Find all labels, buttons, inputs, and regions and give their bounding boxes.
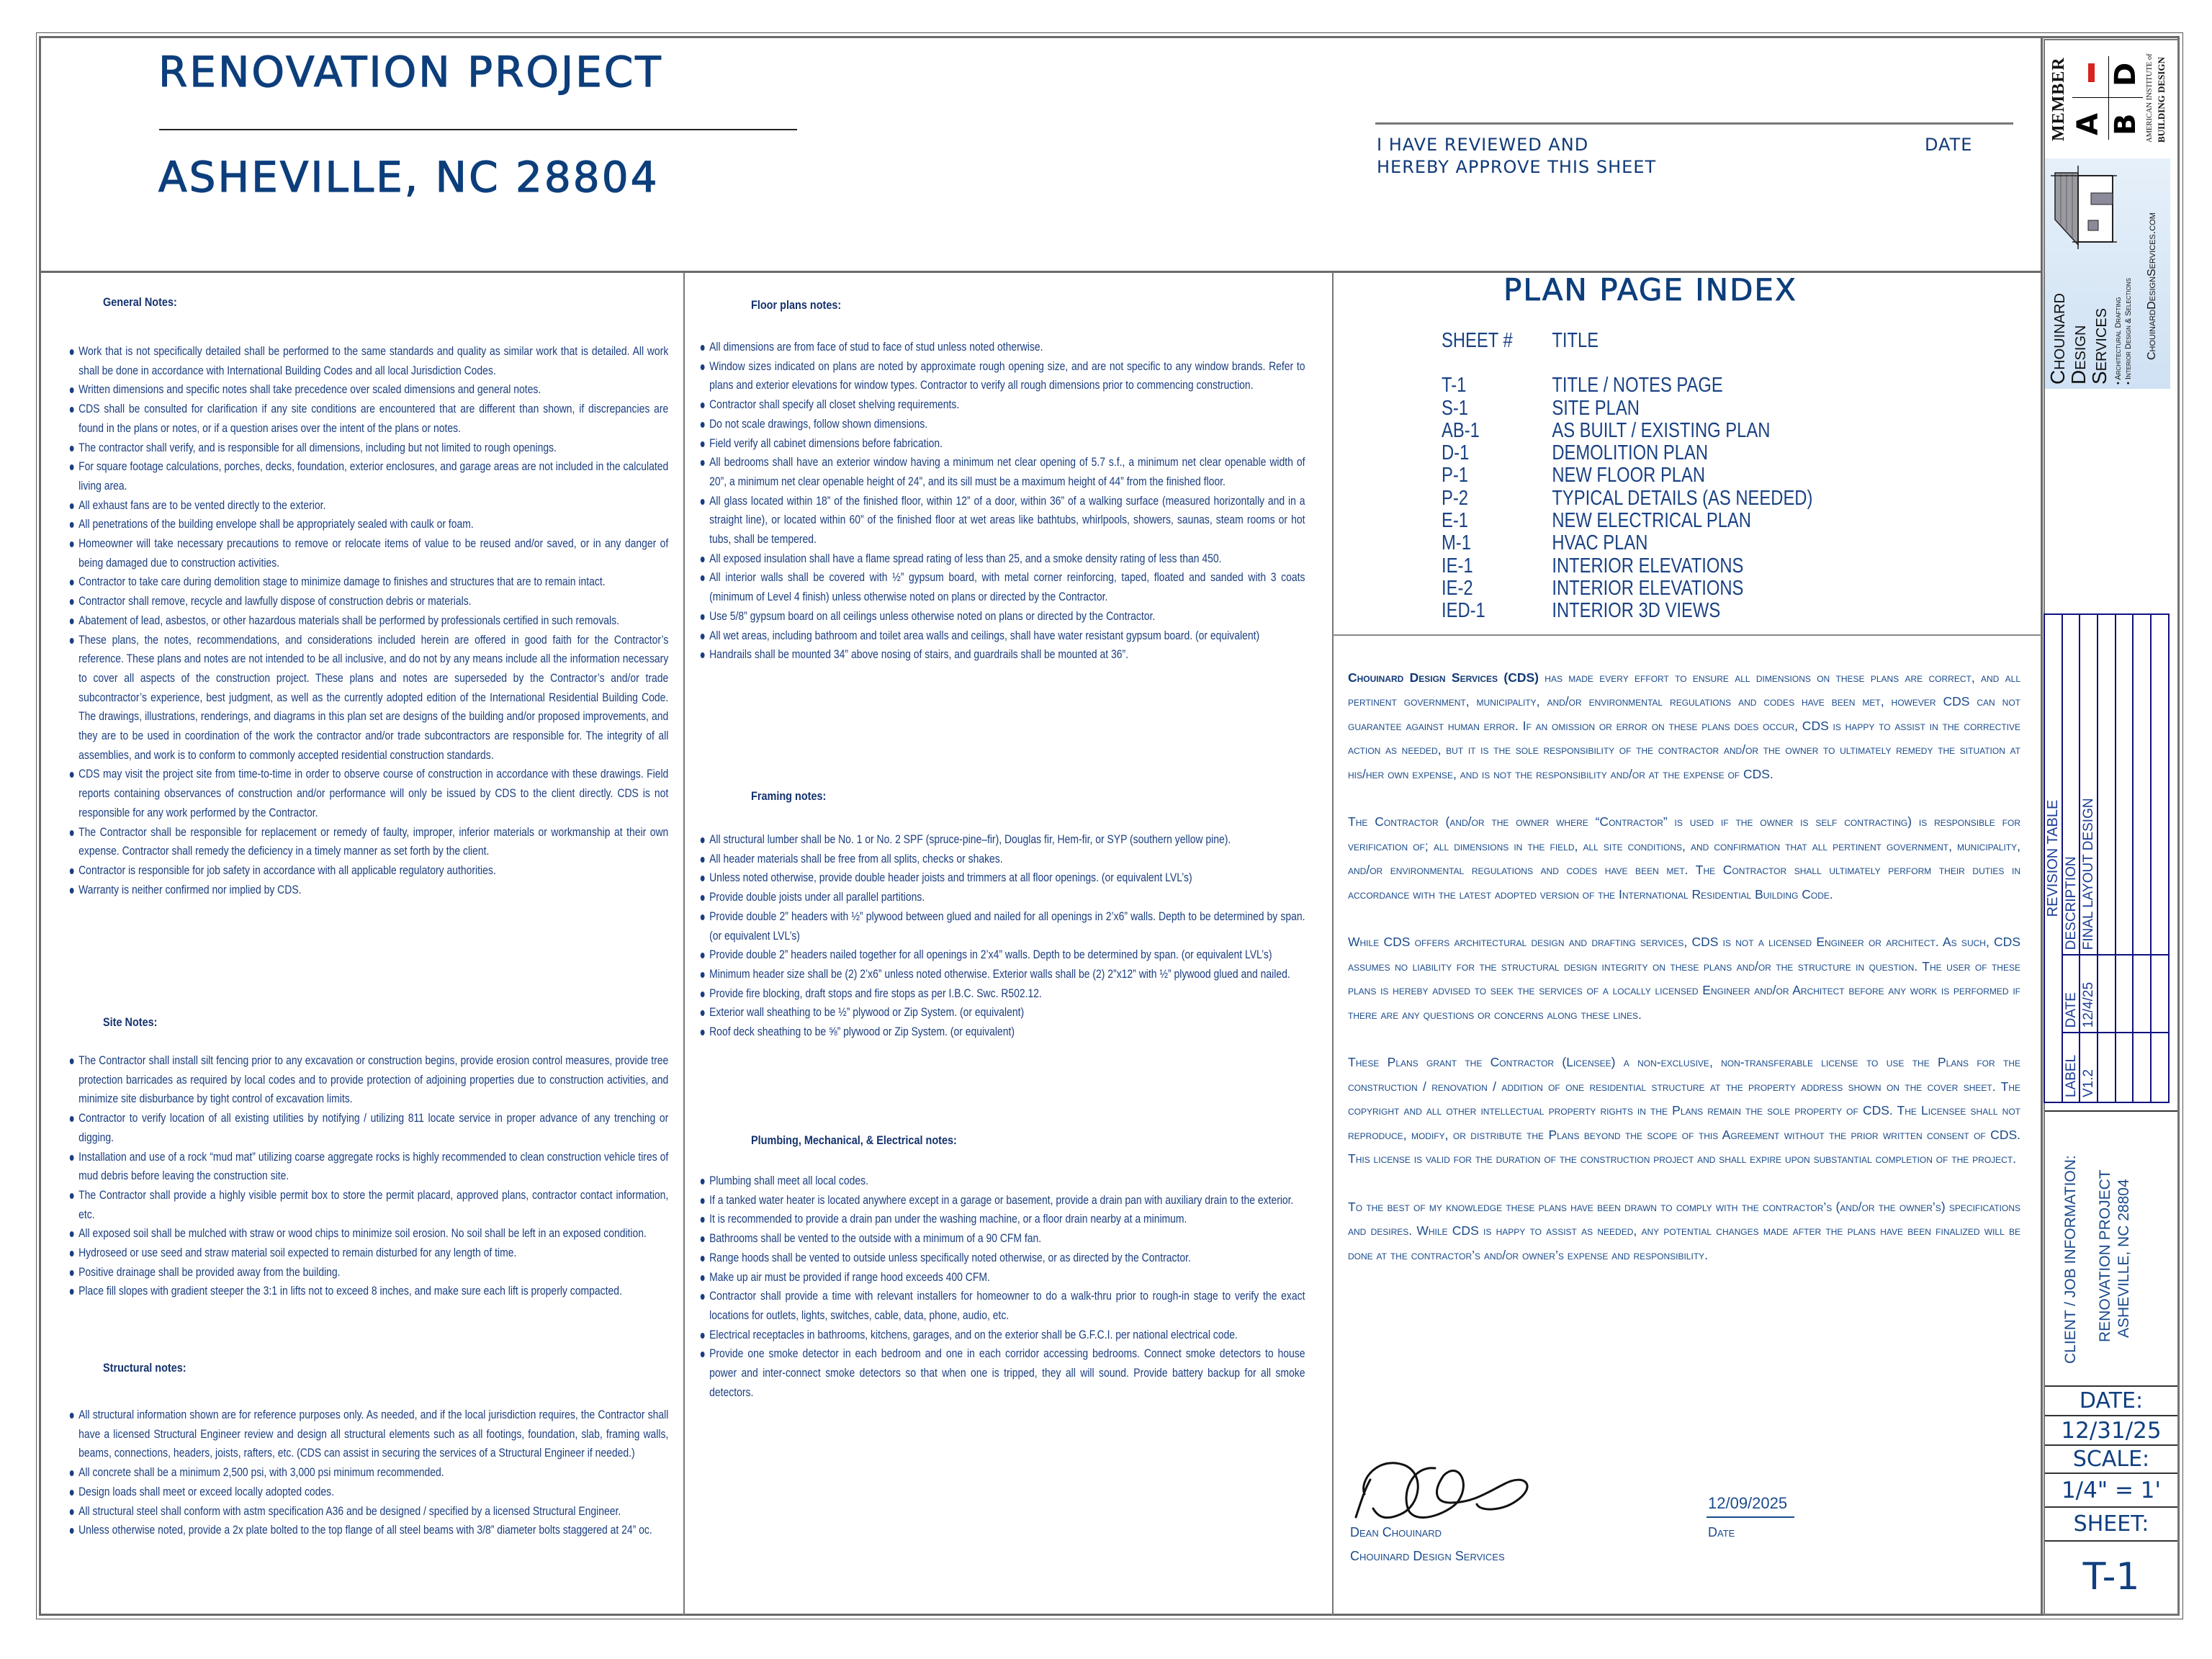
- project-name: RENOVATION PROJECT: [158, 48, 663, 96]
- approval-line-1: I HAVE REVIEWED AND: [1377, 135, 1589, 155]
- note-item: Hydroseed or use seed and straw material soil expected to remain disturbed for any length of time.: [69, 1244, 668, 1263]
- cds-name-line-1: Chouinard: [2046, 293, 2069, 385]
- client-info-label: CLIENT / JOB INFORMATION:: [2062, 1155, 2079, 1364]
- note-item: Minimum header size shall be (2) 2’x6” unless noted otherwise. Exterior walls shall be (2) 2”x12” with ½” plywood glued and nailed.: [700, 965, 1305, 984]
- note-item: Electrical receptacles in bathrooms, kitchens, garages, and on the exterior shall be G.F.C.I. per national electrical code.: [700, 1326, 1305, 1345]
- note-item: Handrails shall be mounted 34” above nosing of stairs, and guardrails shall be mounted at 36”.: [700, 645, 1305, 665]
- signature-image: [1350, 1458, 1602, 1523]
- sheet-title: INTERIOR ELEVATIONS: [1552, 554, 1744, 577]
- note-item: Contractor is responsible for job safety in accordance with all applicable regulatory authorities.: [69, 861, 668, 881]
- column-sheet: SHEET #: [1442, 329, 1513, 352]
- sheet-number: IE-1: [1442, 554, 1473, 577]
- aibd-cross-vertical: [2072, 97, 2143, 98]
- note-item: Window sizes indicated on plans are noted by approximate rough opening size, and are not specific to any window brands. Refer to plans and exterior elevations for window types. Contractor to verify all rough dimensions prior to commencing construction.: [700, 357, 1305, 395]
- note-item: Exterior wall sheathing to be ½” plywood or Zip System. (or equivalent): [700, 1003, 1305, 1022]
- revision-cell: DESCRIPTION: [2063, 615, 2080, 956]
- note-item: All glass located within 18” of the finished floor, within 12” of a door, within 36” of a walking surface (measured horizontally and in a straight line), or located within 60” of the finished floor at wet areas like bathtubs, whirlpools, showers, saunas, steam rooms or hot tubs, shall be tempered.: [700, 492, 1305, 549]
- note-item: All concrete shall be a minimum 2,500 psi, with 3,000 psi minimum recommended.: [69, 1463, 668, 1483]
- project-name-underline: [159, 129, 797, 130]
- sheet-number: P-2: [1442, 486, 1469, 510]
- approval-signature-line: [1375, 122, 2013, 125]
- revision-row-empty: [2134, 615, 2152, 1102]
- note-item: The Contractor shall be responsible for replacement or remedy of faulty, improper, inferior materials or workmanship at their own expense. Contractor shall remedy the deficiency in a timely manner as set forth by the client.: [69, 823, 668, 861]
- plan-index-row: [1442, 487, 1812, 510]
- note-item: All header materials shall be free from all splits, checks or shakes.: [700, 850, 1305, 869]
- disclaimer-paragraph: Chouinard Design Services (CDS) has made every effort to ensure all dimensions on these plans are correct, and all pertinent government, municipality, and/or environmental regulations and codes have been met, however CDS can not guarantee against human error. If an omission or error on these plans does occur, CDS is happy to assist in the corrective action as needed, but it is the sole responsibility of the contractor and/or the owner to ultimately remedy the situation at his/her own expense, and is not the responsibility and/or at the expense of CDS.: [1348, 670, 2021, 781]
- notes-list: [700, 1172, 1305, 1402]
- note-item: Plumbing shall meet all local codes.: [700, 1172, 1305, 1191]
- revision-cell: [2098, 956, 2115, 1033]
- note-item: Provide double 2” headers with ½” plywood between glued and nailed for all openings in 2’x6” walls. Depth to be determined by span. (or equivalent LVL’s): [700, 907, 1305, 945]
- date-value: 12/31/25: [2045, 1416, 2177, 1446]
- approval-line-2: HEREBY APPROVE THIS SHEET: [1377, 157, 1657, 177]
- signed-date-line: [1707, 1516, 1794, 1518]
- revision-cell: [2134, 615, 2150, 956]
- signer-company: Chouinard Design Services: [1350, 1549, 1505, 1563]
- note-item: The Contractor shall provide a highly visible permit box to store the permit placard, approved plans, contractor contact information, etc.: [69, 1186, 668, 1224]
- column-divider-2: [1332, 272, 1334, 1616]
- revision-cell: [2098, 615, 2115, 956]
- note-item: All exhaust fans are to be vented directly to the exterior.: [69, 496, 668, 516]
- plan-index-table: [1442, 330, 1812, 623]
- note-item: Make up air must be provided if range hood exceeds 400 CFM.: [700, 1268, 1305, 1287]
- note-item: It is recommended to provide a drain pan under the washing machine, or a floor drain nearby at a minimum.: [700, 1210, 1305, 1229]
- revision-cell: DATE: [2063, 956, 2080, 1033]
- plan-index-row: [1442, 374, 1812, 397]
- revision-table-title-row: [2045, 615, 2063, 1102]
- floor-plan-notes: [700, 338, 1305, 665]
- notes-list: [69, 342, 668, 899]
- note-item: The contractor shall verify, and is responsible for all dimensions, including but not limited to rough openings.: [69, 439, 668, 458]
- note-item: All bedrooms shall have an exterior window having a minimum net clear opening of 5.7 s.f., a minimum net clear openable width of 20”, a minimum net clear openable height of 24”, and its sill must be a maximum height of 44” from the finished floor.: [700, 453, 1305, 491]
- sheet-number: IE-2: [1442, 576, 1473, 600]
- client-info-location: ASHEVILLE, NC 28804: [2116, 1179, 2132, 1338]
- plan-index-row: [1442, 397, 1812, 420]
- sheet-title: SITE PLAN: [1552, 396, 1640, 420]
- note-item: Provide one smoke detector in each bedroom and one in each corridor accessing bedrooms. Connect smoke detectors to house power and inter-connect smoke detectors so that when one is tripped, they all will sound. Provide battery backup for all smoke detectors.: [700, 1344, 1305, 1402]
- revision-row-empty: [2152, 615, 2170, 1102]
- note-item: Homeowner will take necessary precautions to remove or relocate items of value to be reused and/or saved, or in any danger of being damaged due to construction activities.: [69, 534, 668, 572]
- cds-service-1: • Architectural Drafting: [2114, 297, 2123, 385]
- revision-header-row: [2063, 615, 2081, 1102]
- note-item: Abatement of lead, asbestos, or other hazardous materials shall be performed by professionals certified in such removals.: [69, 611, 668, 631]
- sheet-title: TITLE / NOTES PAGE: [1552, 374, 1723, 397]
- note-item: Do not scale drawings, follow shown dimensions.: [700, 415, 1305, 434]
- sheet-title: NEW FLOOR PLAN: [1552, 464, 1706, 487]
- aibd-letter-b: B: [2109, 113, 2142, 135]
- disclaimer-paragraph: To the best of my knowledge these plans have been drawn to comply with the contractor’s (and/or the owner’s) specifications and desires. While CDS is happy to assist as needed, any potential changes made after the plans have been finalized will be done at the contractor’s and/or owner’s expense and responsibility.: [1348, 1199, 2020, 1262]
- cds-website: ChouinardDesignServices.com: [2146, 212, 2158, 360]
- sheet-title: HVAC PLAN: [1552, 531, 1648, 555]
- aibd-line-1: AMERICAN INSTITUTE of: [2146, 53, 2154, 143]
- revision-cell: LABEL: [2063, 1054, 2079, 1097]
- note-item: All structural lumber shall be No. 1 or No. 2 SPF (spruce-pine–fir), Douglas fir, Hem-fir, or SYP (southern yellow pine).: [700, 830, 1305, 850]
- floor-plan-notes-heading: Floor plans notes:: [751, 298, 842, 312]
- site-notes: [69, 1051, 668, 1301]
- note-item: Bathrooms shall be vented to the outside with a minimum of a 90 CFM fan.: [700, 1229, 1305, 1249]
- signer-name: Dean Chouinard: [1350, 1525, 1442, 1539]
- note-item: Place fill slopes with gradient steeper the 3:1 in lifts not to exceed 8 inches, and make sure each lift is properly compacted.: [69, 1282, 668, 1301]
- aibd-letter-d: D: [2109, 62, 2142, 86]
- client-info-box: [2045, 1110, 2177, 1387]
- note-item: Unless noted otherwise, provide double header joists and trimmers at all floor openings. (or equivalent LVL’s): [700, 868, 1305, 888]
- site-notes-heading: Site Notes:: [103, 1015, 158, 1029]
- plan-index-row: [1442, 600, 1812, 622]
- note-item: Design loads shall meet or exceed locally adopted codes.: [69, 1483, 668, 1502]
- sheet-number: E-1: [1442, 509, 1469, 533]
- notes-list: [700, 338, 1305, 665]
- sheet-number: IED-1: [1442, 599, 1485, 623]
- cds-name-line-2: Design: [2067, 325, 2090, 385]
- revision-cell: [2152, 956, 2170, 1033]
- sheet-number: D-1: [1442, 441, 1470, 465]
- revision-table-title: REVISION TABLE: [2045, 799, 2061, 917]
- notes-list: [700, 830, 1305, 1042]
- note-item: Unless otherwise noted, provide a 2x plate bolted to the top flange of all steel beams with 3/8” diameter bolts staggered at 24” oc.: [69, 1521, 668, 1540]
- note-item: All interior walls shall be covered with ½” gypsum board, with metal corner reinforcing, taped, floated and sanded with 3 coats (minimum of Level 4 finish) unless otherwise noted on plans or directed by the Contractor.: [700, 568, 1305, 606]
- date-label: DATE:: [2045, 1387, 2177, 1416]
- plan-index-row: [1442, 555, 1812, 577]
- general-notes: [69, 342, 668, 899]
- plan-index-row: [1442, 532, 1812, 554]
- revision-cell: V1.2: [2081, 1069, 2097, 1097]
- sheet-title: TYPICAL DETAILS (AS NEEDED): [1552, 486, 1813, 510]
- revision-table: [2044, 613, 2170, 1103]
- sheet-title: NEW ELECTRICAL PLAN: [1552, 509, 1751, 533]
- structural-notes-heading: Structural notes:: [103, 1361, 186, 1375]
- sheet-number: M-1: [1442, 531, 1471, 555]
- note-item: Provide double joists under all parallel partitions.: [700, 888, 1305, 907]
- sheet-label: SHEET:: [2045, 1508, 2177, 1542]
- plan-index-row: [1442, 420, 1812, 442]
- revision-cell: [2098, 1033, 2115, 1102]
- note-item: CDS may visit the project site from time-to-time in order to observe course of construction in accordance with these drawings. Field reports containing observances of construction and/or performance will only be issued by CDS to the client directly. CDS is not responsible for any work performed by the Contractor.: [69, 765, 668, 822]
- notes-list: [69, 1406, 668, 1540]
- plan-index-header: [1442, 330, 1812, 352]
- plan-index-row: [1442, 510, 1812, 532]
- house-sketch-icon: [2049, 162, 2118, 252]
- column-divider-1: [683, 272, 685, 1616]
- revision-cell: [2116, 615, 2133, 956]
- client-info-project: RENOVATION PROJECT: [2097, 1169, 2113, 1342]
- note-item: Roof deck sheathing to be ⅝” plywood or Zip System. (or equivalent): [700, 1022, 1305, 1042]
- note-item: Provide fire blocking, draft stops and fire stops as per I.B.C. Swc. R502.12.: [700, 984, 1305, 1004]
- note-item: All exposed soil shall be mulched with straw or wood chips to minimize soil erosion. No soil shall be left in an exposed condition.: [69, 1224, 668, 1244]
- approval-statement: [1377, 134, 1656, 179]
- note-item: All wet areas, including bathroom and toilet area walls and ceilings, shall have water resistant gypsum board. (or equivalent): [700, 626, 1305, 646]
- plan-index-title: PLAN PAGE INDEX: [1503, 272, 1797, 307]
- general-notes-heading: General Notes:: [103, 295, 177, 309]
- note-item: Work that is not specifically detailed shall be performed to the same standards and quality as similar work that is detailed. All work shall be done in accordance with International Building Codes and all local Jurisdiction Codes.: [69, 342, 668, 380]
- disclaimer-paragraph: While CDS offers architectural design and drafting services, CDS is not a licensed Engineer or architect. As such, CDS assumes no liability for the structural design integrity on these plans and/or the structure in question. The user of these plans is hereby advised to seek the services of a locally licensed Engineer and/or Architect before any work is performed if there are any questions or concerns along these lines.: [1348, 935, 2020, 1022]
- revision-cell: [2116, 1033, 2133, 1102]
- sheet-number: T-1: [1442, 374, 1467, 397]
- note-item: The Contractor shall install silt fencing prior to any excavation or construction begins, provide erosion control measures, provide tree protection barricades as required by local codes and to provide protection of adjoining properties due to construction activities, and minimize site disburbance by tight control of excavation limits.: [69, 1051, 668, 1109]
- revision-cell: [2134, 1033, 2150, 1102]
- sheet-title: DEMOLITION PLAN: [1552, 441, 1709, 465]
- framing-notes-heading: Framing notes:: [751, 789, 827, 803]
- note-item: Contractor shall specify all closet shelving requirements.: [700, 395, 1305, 415]
- note-item: Positive drainage shall be provided away from the building.: [69, 1263, 668, 1282]
- member-label: MEMBER: [2049, 57, 2068, 141]
- title-block-divider: [2041, 36, 2043, 1616]
- note-item: For square footage calculations, porches, decks, foundation, exterior enclosures, and garage areas are not included in the calculated living area.: [69, 457, 668, 495]
- framing-notes: [700, 830, 1305, 1042]
- sheet-number: AB-1: [1442, 418, 1480, 442]
- index-divider: [1333, 634, 2041, 636]
- plan-index-row: [1442, 442, 1812, 464]
- disclaimer: [1348, 666, 2020, 1291]
- scale-value: 1/4" = 1': [2045, 1474, 2177, 1508]
- project-location: ASHEVILLE, NC 28804: [158, 153, 660, 202]
- note-item: Contractor shall provide a time with relevant installers for homeowner to do a walk-thru prior to rough-in stage to verify the exact locations for outlets, lights, switches, cable, data, phone, audio, etc.: [700, 1287, 1305, 1325]
- revision-cell: [2134, 956, 2150, 1033]
- note-item: Written dimensions and specific notes shall take precedence over scaled dimensions and general notes.: [69, 380, 668, 400]
- note-item: All dimensions are from face of stud to face of stud unless noted otherwise.: [700, 338, 1305, 357]
- note-item: All structural steel shall conform with astm specification A36 and be designed / specified by a licensed Structural Engineer.: [69, 1502, 668, 1521]
- revision-cell: 12/4/25: [2080, 956, 2097, 1033]
- cds-name-line-3: Services: [2088, 307, 2110, 385]
- note-item: Contractor to verify location of all existing utilities by notifying / utilizing 811 locate service in proper advance of any trenching or digging.: [69, 1109, 668, 1147]
- note-item: All penetrations of the building envelope shall be appropriately sealed with caulk or foam.: [69, 515, 668, 534]
- note-item: All structural information shown are for reference purposes only. As needed, and if the local jurisdiction requires, the Contractor shall have a licensed Structural Engineer review and design all structural elements such as all footings, foundation, slab, framing walls, beams, connections, headers, joists, rafters, etc. (CDS can assist in securing the services of a Structural Engineer if needed.): [69, 1406, 668, 1463]
- aibd-line-2: BUILDING DESIGN: [2156, 57, 2167, 143]
- notes-list: [69, 1051, 668, 1301]
- sheet-title: AS BUILT / EXISTING PLAN: [1552, 418, 1771, 442]
- plan-index-row: [1442, 577, 1812, 600]
- revision-cell: [2152, 615, 2170, 956]
- date-label: Date: [1708, 1525, 1735, 1539]
- scale-label: SCALE:: [2045, 1446, 2177, 1474]
- revision-cell: FINAL LAYOUT DESIGN: [2080, 615, 2097, 956]
- aibd-member-logo: [2045, 42, 2170, 157]
- note-item: Contractor to take care during demolition stage to minimize damage to finishes and structures that are to remain intact.: [69, 572, 668, 592]
- cds-logo: [2045, 158, 2170, 389]
- cds-service-2: • Interior Design & Selections: [2124, 278, 2133, 385]
- aibd-letter-i: [2080, 63, 2103, 82]
- sheet-title: INTERIOR ELEVATIONS: [1552, 576, 1744, 600]
- sheet-number: P-1: [1442, 464, 1469, 487]
- signed-date: 12/09/2025: [1708, 1494, 1788, 1512]
- plan-index-row: [1442, 464, 1812, 487]
- pme-notes-heading: Plumbing, Mechanical, & Electrical notes:: [751, 1133, 957, 1147]
- company-name: Chouinard Design Services (CDS): [1348, 670, 1539, 685]
- pme-notes: [700, 1172, 1305, 1402]
- note-item: Field verify all cabinet dimensions before fabrication.: [700, 434, 1305, 454]
- aibd-cross-horizontal: [2108, 56, 2109, 140]
- column-title: TITLE: [1552, 329, 1599, 352]
- note-item: Installation and use of a rock “mud mat” utilizing coarse aggregate rocks is highly recommended to clean construction vehicle tires of mud debris before leaving the construction site.: [69, 1148, 668, 1186]
- sheet-number: T-1: [2082, 1555, 2140, 1599]
- note-item: These plans, the notes, recommendations, and considerations included herein are offered in good faith for the Contractor’s reference. These plans and notes are not intended to be all inclusive, and do not by any means include all the information necessary to cover all aspects of the construction project. These plans and notes are superseded by the Contractor’s and/or trade subcontractor’s experience, best judgment, as well as the currently adopted edition of the International Residential Building Code. The drawings, illustrations, renderings, and diagrams in this plan set are designs of the building and/or proposed improvements, and they are to be used in coordination of the work the contractor and/or trade subcontractors are responsible for. The integrity of all assemblies, and work is to conform to commonly accepted residential construction standards.: [69, 631, 668, 765]
- revision-row-empty: [2116, 615, 2134, 1102]
- disclaimer-paragraph: These Plans grant the Contractor (Licensee) a non-exclusive, non-transferable license to use the Plans for the construction / renovation / addition of one residential structure at the property address shown on the cover sheet. The copyright and all other intellectual property rights in the Plans remain the sole property of CDS. The Licensee shall not reproduce, modify, or distribute the Plans beyond the scope of this Agreement without the prior written consent of CDS. This license is valid for the duration of the construction project and shall expire upon substantial completion of the project.: [1348, 1055, 2020, 1166]
- revision-cell: [2152, 1033, 2170, 1102]
- revision-cell: [2116, 956, 2133, 1033]
- note-item: CDS shall be consulted for clarification if any site conditions are encountered that are different than shown, if discrepancies are found in the plans or notes, or if a question arises over the intent of the plans or notes.: [69, 400, 668, 438]
- note-item: All exposed insulation shall have a flame spread rating of less than 25, and a smoke density rating of less than 450.: [700, 549, 1305, 569]
- sheet-number: S-1: [1442, 396, 1469, 420]
- sheet-title: INTERIOR 3D VIEWS: [1552, 599, 1721, 623]
- revision-row: [2080, 615, 2098, 1102]
- note-item: Warranty is neither confirmed nor implied by CDS.: [69, 881, 668, 900]
- note-item: Contractor shall remove, recycle and lawfully dispose of construction debris or materials.: [69, 592, 668, 611]
- note-item: Range hoods shall be vented to outside unless specifically noted otherwise, or as directed by the Contractor.: [700, 1249, 1305, 1268]
- note-item: If a tanked water heater is located anywhere except in a garage or basement, provide a drain pan with auxiliary drain to the exterior.: [700, 1191, 1305, 1210]
- structural-notes: [69, 1406, 668, 1540]
- aibd-letter-a: A: [2072, 113, 2105, 135]
- note-item: Use 5/8” gypsum board on all ceilings unless otherwise noted on plans or directed by the Contractor.: [700, 607, 1305, 626]
- note-item: Provide double 2” headers nailed together for all openings in 2’x4” walls. Depth to be determined by span. (or equivalent LVL’s): [700, 945, 1305, 965]
- approval-date-label: DATE: [1925, 135, 1973, 155]
- disclaimer-paragraph: The Contractor (and/or the owner where “Contractor” is used if the owner is self contracting) is responsible for verification of; all dimensions in the field, all site conditions, and confirmation that all pertinent government, municipality, and/or environmental regulations and codes have been met. The Contractor shall ultimately perform their duties in accordance with the latest adopted version of the International Residential Building Code.: [1348, 814, 2020, 902]
- revision-row-empty: [2098, 615, 2116, 1102]
- sheet-info: [2045, 1387, 2177, 1612]
